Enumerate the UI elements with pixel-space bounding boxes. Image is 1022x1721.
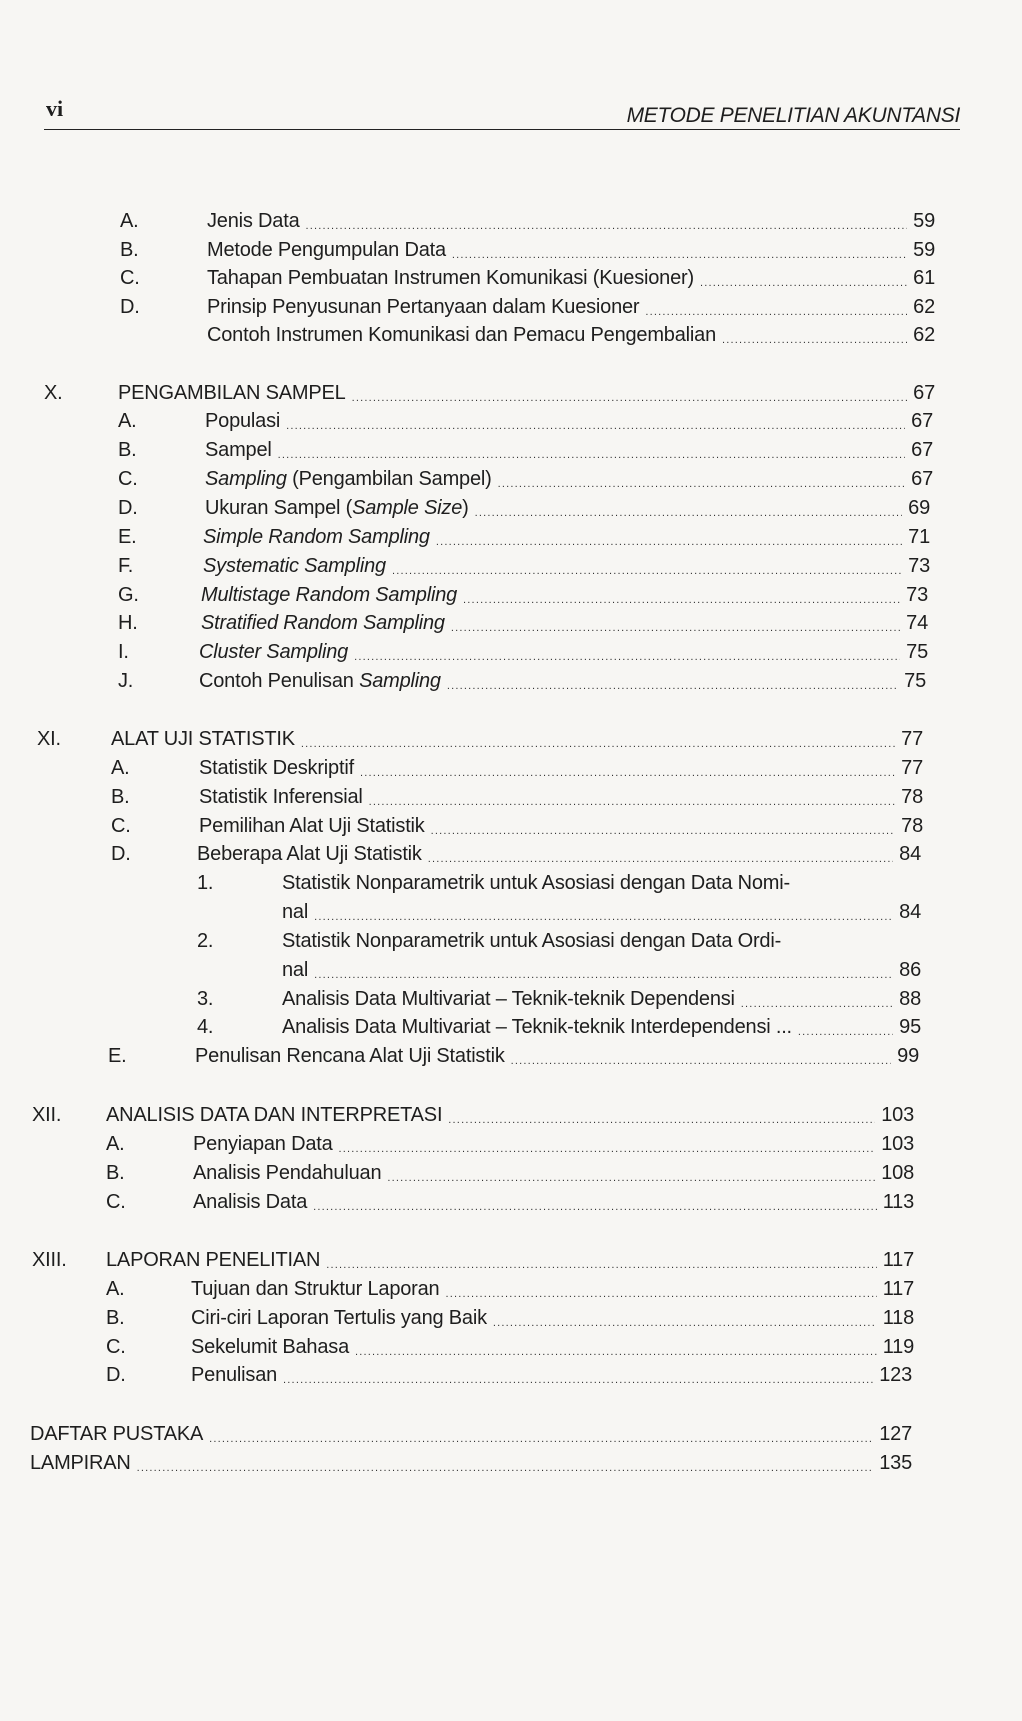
toc-entry-title [199, 814, 425, 838]
toc-entry-title [203, 525, 430, 549]
toc-entry-statistik-inferensial[interactable] [111, 781, 923, 809]
toc-entry-label: 3. [197, 988, 214, 1010]
toc-entry-label: B. [120, 239, 139, 261]
dot-leader [452, 248, 907, 262]
title-segment: Contoh Penulisan [199, 670, 360, 692]
toc-page-number: 117 [882, 1249, 914, 1271]
title-segment: ) [462, 497, 469, 519]
toc-entry-label: B. [106, 1162, 125, 1184]
dot-leader [352, 391, 908, 405]
toc-entry-title [106, 1248, 320, 1272]
toc-entry-analisis-data[interactable] [106, 1186, 914, 1214]
toc-entry-title [106, 1103, 442, 1127]
running-title: METODE PENELITIAN AKUNTANSI [626, 104, 960, 127]
toc-entry-analisis-data-multivariat-teknik-teknik-[interactable] [197, 1011, 921, 1039]
toc-entry-title [118, 381, 346, 405]
title-segment: Statistik Nonparametrik untuk Asosiasi dengan Data Nomi- [282, 872, 790, 894]
italic-term: Stratified Random Sampling [201, 612, 445, 634]
dot-leader [428, 852, 893, 866]
toc-entry-penulisan-rencana-alat-uji-statistik[interactable] [108, 1040, 919, 1068]
title-segment: Penulisan Rencana Alat Uji Statistik [195, 1045, 505, 1067]
dot-leader [451, 621, 900, 635]
title-segment: Pemilihan Alat Uji Statistik [199, 815, 425, 837]
dot-leader [431, 824, 896, 838]
toc-entry-title [207, 238, 446, 262]
toc-page-number: 59 [913, 239, 935, 261]
dot-leader [392, 564, 902, 578]
dot-leader [283, 1373, 873, 1387]
title-segment: ALAT UJI STATISTIK [111, 728, 295, 750]
toc-entry-title [199, 640, 348, 664]
title-segment: Metode Pengumpulan Data [207, 239, 446, 261]
toc-entry-label: A. [120, 210, 139, 232]
toc-entry-simple-random-sampling[interactable] [118, 521, 930, 549]
toc-entry-title [203, 554, 386, 578]
dot-leader [798, 1025, 893, 1039]
toc-page-number: 71 [908, 526, 930, 548]
toc-page-number: 118 [882, 1307, 914, 1329]
toc-entry-title [111, 727, 295, 751]
toc-page-number: 103 [881, 1104, 914, 1126]
title-segment: Jenis Data [207, 210, 300, 232]
toc-entry-sampel[interactable] [118, 434, 933, 462]
toc-entry-title [193, 1161, 381, 1185]
toc-entry-title [205, 496, 469, 520]
title-segment: Populasi [205, 410, 281, 432]
toc-entry-penulisan[interactable] [106, 1359, 912, 1387]
title-segment: Sampel [205, 439, 272, 461]
toc-entry-statistik-nonparametrik-untuk-asosiasi-d[interactable] [197, 925, 921, 953]
toc-entry-label: A. [106, 1133, 125, 1155]
dot-leader [339, 1142, 876, 1156]
toc-page-number: 69 [908, 497, 930, 519]
toc-page-number: 62 [913, 324, 935, 346]
toc-page-number: 123 [879, 1364, 912, 1386]
dot-leader [447, 679, 898, 693]
toc-entry-title [199, 669, 441, 693]
toc-entry-statistik-nonparametrik-untuk-asosiasi-d[interactable] [197, 867, 921, 895]
dot-leader [722, 333, 907, 347]
toc-page-number: 62 [913, 296, 935, 318]
dot-leader [355, 1345, 877, 1359]
toc-entry-label: X. [44, 382, 63, 404]
title-segment: Tujuan dan Struktur Laporan [191, 1278, 440, 1300]
toc-entry-lampiran[interactable] [30, 1447, 912, 1475]
toc-page-number: 127 [879, 1423, 912, 1445]
title-segment: DAFTAR PUSTAKA [30, 1423, 204, 1445]
title-segment: Analisis Data Multivariat – Teknik-teknik Dependensi [282, 988, 735, 1010]
title-segment: Analisis Data [193, 1191, 308, 1213]
header-rule [44, 129, 960, 130]
toc-entry-title [201, 611, 445, 635]
toc-entry-title [282, 929, 781, 953]
toc-entry-title [205, 438, 272, 462]
title-segment: nal [282, 901, 309, 923]
toc-page-number: 84 [899, 901, 921, 923]
toc-page-number: 67 [911, 468, 933, 490]
dot-leader [463, 593, 900, 607]
toc-page-number: 78 [901, 786, 923, 808]
toc-page-number: 75 [904, 670, 926, 692]
toc-page-number: 88 [899, 988, 921, 1010]
toc-entry-populasi[interactable] [118, 405, 933, 433]
dot-leader [354, 650, 900, 664]
toc-entry-label: XIII. [32, 1249, 67, 1271]
dot-leader [369, 795, 895, 809]
toc-entry-analisis-data-dan-interpretasi[interactable] [32, 1099, 914, 1127]
title-segment: Prinsip Penyusunan Pertanyaan dalam Kuesioner [207, 296, 640, 318]
title-segment: LAMPIRAN [30, 1452, 131, 1474]
title-segment: Beberapa Alat Uji Statistik [197, 843, 422, 865]
toc-entry-label: C. [106, 1336, 126, 1358]
toc-entry-sekelumit-bahasa[interactable] [106, 1331, 914, 1359]
toc-page-number: 108 [881, 1162, 914, 1184]
toc-entry-label: I. [118, 641, 129, 663]
toc-entry-metode-pengumpulan-data[interactable] [120, 234, 935, 262]
title-segment: ANALISIS DATA DAN INTERPRETASI [106, 1104, 443, 1126]
italic-term: Sample Size [352, 497, 463, 519]
toc-page-number: 84 [899, 843, 921, 865]
dot-leader [493, 1316, 877, 1330]
toc-entry-ciri-ciri-laporan-tertulis-yang-baik[interactable] [106, 1302, 914, 1330]
toc-entry-title [207, 266, 694, 290]
toc-entry-label: B. [106, 1307, 125, 1329]
dot-leader [313, 1200, 877, 1214]
toc-entry-pemilihan-alat-uji-statistik[interactable] [111, 810, 923, 838]
title-segment: Penyiapan Data [193, 1133, 333, 1155]
title-segment: Contoh Instrumen Komunikasi dan Pemacu Pengembalian [207, 324, 716, 346]
toc-entry-label: H. [118, 612, 138, 634]
toc-page-number: 103 [881, 1133, 914, 1155]
toc-entry-label: B. [111, 786, 130, 808]
title-segment: Ciri-ciri Laporan Tertulis yang Baik [191, 1307, 487, 1329]
title-segment: Statistik Deskriptif [199, 757, 354, 779]
toc-entry-label: XII. [32, 1104, 62, 1126]
dot-leader [314, 910, 893, 924]
toc-entry-title [282, 958, 308, 982]
toc-entry-label: D. [120, 296, 140, 318]
toc-entry-label: C. [111, 815, 131, 837]
toc-entry-label: C. [120, 267, 140, 289]
toc-entry-title [207, 295, 639, 319]
dot-leader [360, 766, 895, 780]
toc-page-number: 67 [913, 382, 935, 404]
toc-entry-label: XI. [37, 728, 61, 750]
toc-entry-contoh-instrumen-komunikasi-dan-pemacu-p[interactable] [207, 319, 935, 347]
dot-leader [700, 276, 907, 290]
toc-page-number: 135 [879, 1452, 912, 1474]
toc-entry-title [282, 871, 790, 895]
toc-entry-title [199, 785, 363, 809]
title-segment: Statistik Inferensial [199, 786, 363, 808]
italic-term: Simple Random Sampling [203, 526, 430, 548]
toc-page-number: 77 [901, 757, 923, 779]
title-segment: Statistik Nonparametrik untuk Asosiasi dengan Data Ordi- [282, 930, 782, 952]
toc-entry-title [199, 756, 354, 780]
toc-entry-title [191, 1363, 277, 1387]
toc-entry-daftar-pustaka[interactable] [30, 1418, 912, 1446]
toc-entry-tahapan-pembuatan-instrumen-komunikasi-k[interactable] [120, 262, 935, 290]
toc-entry-prinsip-penyusunan-pertanyaan-dalam-kues[interactable] [120, 291, 935, 319]
dot-leader [387, 1171, 875, 1185]
toc-entry-title [207, 209, 300, 233]
toc-entry-title [205, 467, 492, 491]
toc-entry-tujuan-dan-struktur-laporan[interactable] [106, 1273, 914, 1301]
toc-entry-label: E. [108, 1045, 127, 1067]
toc-entry-laporan-penelitian[interactable] [32, 1244, 914, 1272]
toc-page-number: 119 [882, 1336, 914, 1358]
toc-entry-jenis-data[interactable] [120, 205, 935, 233]
title-segment: (Pengambilan Sampel) [286, 468, 492, 490]
toc-entry-alat-uji-statistik[interactable] [37, 723, 923, 751]
toc-entry-title [191, 1335, 349, 1359]
toc-page-number: 75 [906, 641, 928, 663]
toc-page-number: 78 [901, 815, 923, 837]
toc-entry-label: E. [118, 526, 137, 548]
toc-entry-stratified-random-sampling[interactable] [118, 607, 928, 635]
dot-leader [301, 737, 895, 751]
toc-entry-title [197, 842, 422, 866]
toc-entry-nal[interactable] [282, 896, 921, 924]
dot-leader [209, 1432, 873, 1446]
title-segment: Penulisan [191, 1364, 278, 1386]
title-segment: Tahapan Pembuatan Instrumen Komunikasi (Kuesioner) [207, 267, 694, 289]
toc-page-number: 86 [899, 959, 921, 981]
toc-entry-title [191, 1277, 439, 1301]
toc-page-number: 74 [906, 612, 928, 634]
toc-page-number: 99 [897, 1045, 919, 1067]
toc-entry-statistik-deskriptif[interactable] [111, 752, 923, 780]
italic-term: Sampling [205, 468, 287, 490]
toc-entry-label: J. [118, 670, 134, 692]
toc-page-number: 77 [901, 728, 923, 750]
italic-term: Sampling [359, 670, 441, 692]
toc-entry-label: D. [118, 497, 138, 519]
toc-entry-sampling-pengambilan-sampel[interactable] [118, 463, 933, 491]
italic-term: Cluster Sampling [199, 641, 349, 663]
toc-entry-systematic-sampling[interactable] [118, 550, 930, 578]
dot-leader [445, 1287, 876, 1301]
toc-entry-title [193, 1190, 307, 1214]
toc-entry-label: A. [106, 1278, 125, 1300]
toc-page-number: 67 [911, 439, 933, 461]
toc-entry-contoh-penulisan-sampling[interactable] [118, 665, 926, 693]
toc-entry-title [207, 323, 716, 347]
toc-page-number: 117 [882, 1278, 914, 1300]
dot-leader [436, 535, 902, 549]
toc-entry-title [201, 583, 457, 607]
dot-leader [741, 997, 893, 1011]
toc-entry-title [195, 1044, 505, 1068]
toc-entry-analisis-data-multivariat-teknik-teknik-[interactable] [197, 983, 921, 1011]
toc-page-number: 73 [906, 584, 928, 606]
toc-entry-title [205, 409, 280, 433]
toc-entry-title [282, 987, 735, 1011]
toc-entry-pengambilan-sampel[interactable] [44, 377, 935, 405]
toc-entry-label: G. [118, 584, 139, 606]
toc-entry-analisis-pendahuluan[interactable] [106, 1157, 914, 1185]
toc-entry-label: A. [111, 757, 130, 779]
title-segment: LAPORAN PENELITIAN [106, 1249, 321, 1271]
title-segment: Ukuran Sampel ( [205, 497, 353, 519]
toc-entry-beberapa-alat-uji-statistik[interactable] [111, 838, 921, 866]
title-segment: Analisis Pendahuluan [193, 1162, 382, 1184]
toc-entry-label: A. [118, 410, 137, 432]
dot-leader [511, 1054, 892, 1068]
toc-entry-label: D. [111, 843, 131, 865]
dot-leader [498, 477, 906, 491]
dot-leader [448, 1113, 875, 1127]
toc-entry-title [191, 1306, 487, 1330]
toc-entry-label: 1. [197, 872, 214, 894]
dot-leader [475, 506, 903, 520]
italic-term: Multistage Random Sampling [201, 584, 458, 606]
toc-entry-label: 2. [197, 930, 214, 952]
toc-page-number: 67 [911, 410, 933, 432]
toc-entry-title [282, 1015, 792, 1039]
dot-leader [326, 1258, 876, 1272]
title-segment: nal [282, 959, 309, 981]
toc-page-number: 59 [913, 210, 935, 232]
toc-entry-multistage-random-sampling[interactable] [118, 579, 928, 607]
toc-entry-label: F. [118, 555, 134, 577]
dot-leader [306, 219, 908, 233]
toc-entry-label: 4. [197, 1016, 214, 1038]
toc-entry-title [282, 900, 308, 924]
dot-leader [314, 968, 893, 982]
toc-entry-label: C. [118, 468, 138, 490]
toc-page-number: 73 [908, 555, 930, 577]
toc-page-number: 113 [882, 1191, 914, 1213]
toc-entry-title [30, 1422, 203, 1446]
toc-entry-penyiapan-data[interactable] [106, 1128, 914, 1156]
title-segment: Sekelumit Bahasa [191, 1336, 350, 1358]
title-segment: Analisis Data Multivariat – Teknik-teknik Interdependensi ... [282, 1016, 792, 1038]
toc-entry-cluster-sampling[interactable] [118, 636, 928, 664]
toc-entry-title [193, 1132, 333, 1156]
dot-leader [286, 419, 905, 433]
page-number: vi [46, 96, 64, 121]
toc-entry-nal[interactable] [282, 954, 921, 982]
dot-leader [137, 1461, 874, 1475]
italic-term: Systematic Sampling [203, 555, 386, 577]
toc-page-number: 95 [899, 1016, 921, 1038]
toc-page-number: 61 [913, 267, 935, 289]
title-segment: PENGAMBILAN SAMPEL [118, 382, 346, 404]
toc-entry-title [30, 1451, 131, 1475]
dot-leader [278, 448, 906, 462]
toc-entry-label: B. [118, 439, 137, 461]
toc-entry-ukuran-sampel-sample-size[interactable] [118, 492, 930, 520]
toc-entry-label: D. [106, 1364, 126, 1386]
toc-entry-label: C. [106, 1191, 126, 1213]
dot-leader [645, 305, 907, 319]
